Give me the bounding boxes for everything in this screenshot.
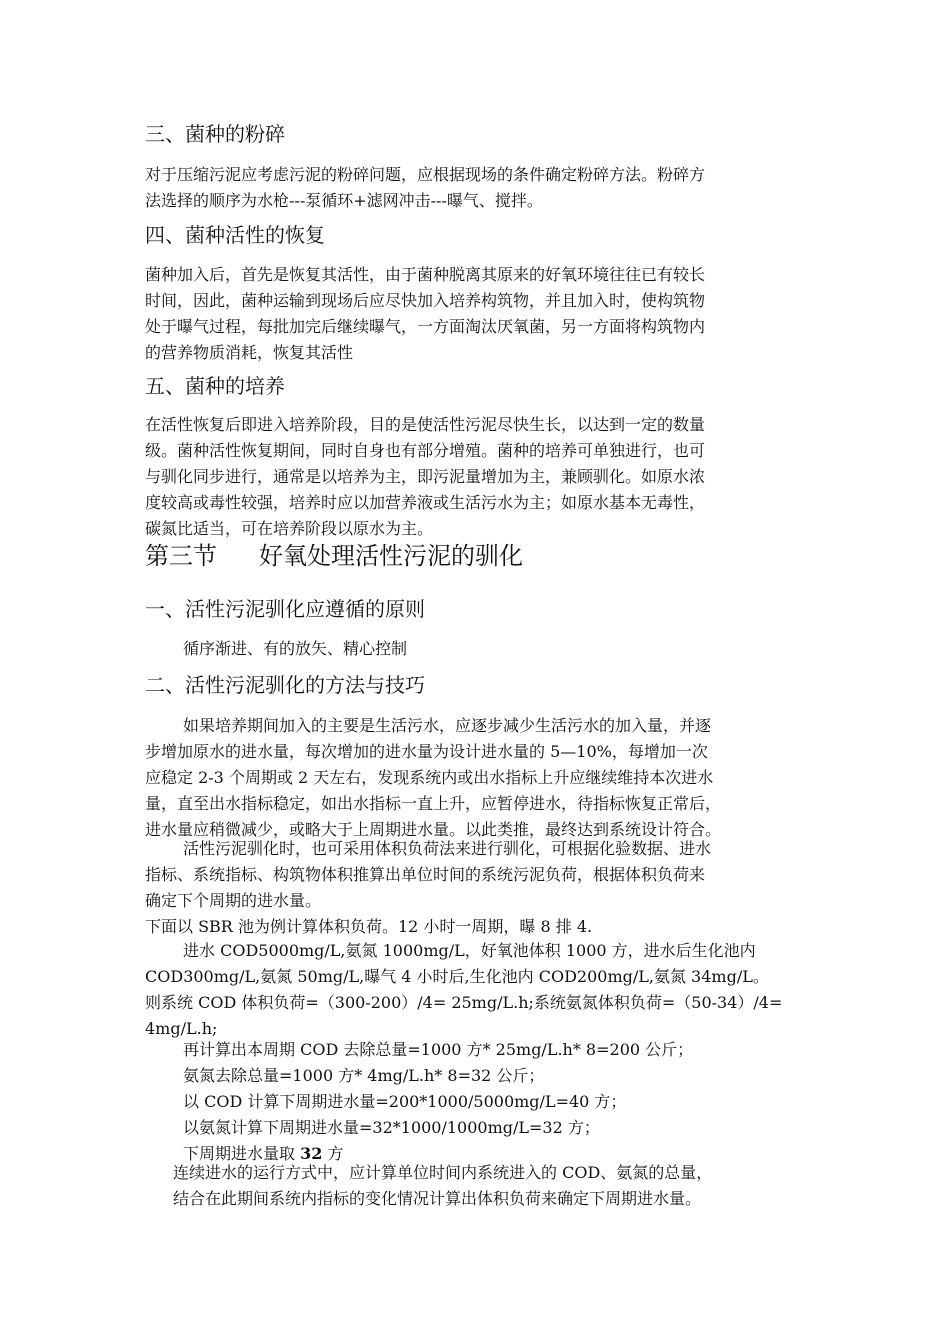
text-line: 时间，因此，菌种运输到现场后应尽快加入培养构筑物，并且加入时，使构筑物 bbox=[145, 291, 706, 310]
chapter-heading bbox=[145, 541, 810, 571]
paragraph-culture bbox=[145, 412, 810, 542]
text-line: 下面以 SBR 池为例计算体积负荷。12 小时一周期，曝 8 排 4. bbox=[145, 917, 593, 936]
principles-text bbox=[145, 636, 848, 662]
part-heading-methods: 二、活性污泥驯化的方法与技巧 bbox=[145, 673, 425, 697]
text-line: 对于压缩污泥应考虑污泥的粉碎问题，应根据现场的条件确定粉碎方法。粉碎方 bbox=[145, 165, 706, 184]
text-line: 在活性恢复后即进入培养阶段，目的是使活性污泥尽快生长，以达到一定的数量 bbox=[145, 415, 706, 434]
text-line: 4mg/L.h; bbox=[145, 1019, 218, 1038]
text-line: 指标、系统指标、构筑物体积推算出单位时间的系统污泥负荷，根据体积负荷来 bbox=[145, 865, 706, 884]
part-heading-principles: 一、活性污泥驯化应遵循的原则 bbox=[145, 597, 425, 621]
paragraph-recovery bbox=[145, 262, 810, 366]
text-line: 处于曝气过程，每批加完后继续曝气，一方面淘汰厌氧菌，另一方面将构筑物内 bbox=[145, 317, 706, 336]
calculation-steps bbox=[145, 1037, 810, 1167]
section-heading-culture: 五、菌种的培养 bbox=[145, 374, 285, 398]
text-line: 量，直至出水指标稳定，如出水指标一直上升，应暂停进水，待指标恢复正常后， bbox=[145, 794, 722, 813]
text-line: 如果培养期间加入的主要是生活污水，应逐步减少生活污水的加入量，并逐 bbox=[183, 716, 712, 735]
paragraph-methods-1 bbox=[145, 713, 810, 843]
section-heading-crush: 三、菌种的粉碎 bbox=[145, 122, 285, 146]
chapter-label: 第三节 bbox=[145, 542, 217, 570]
paragraph-crush bbox=[145, 162, 810, 214]
paragraph-example bbox=[145, 938, 810, 1042]
text-line: 菌种加入后，首先是恢复其活性，由于菌种脱离其原来的好氧环境往往已有较长 bbox=[145, 265, 706, 284]
text-line: 再计算出本周期 COD 去除总量=1000 方* 25mg/L.h* 8=200 公斤； bbox=[183, 1040, 694, 1059]
text-line: 度较高或毒性较强，培养时应以加营养液或生活污水为主；如原水基本无毒性， bbox=[145, 493, 706, 512]
text-line: 与驯化同步进行，通常是以培养为主，即污泥量增加为主，兼顾驯化。如原水浓 bbox=[145, 467, 706, 486]
text-line: 的营养物质消耗，恢复其活性 bbox=[145, 343, 354, 362]
text-line: 以氨氮计算下周期进水量=32*1000/1000mg/L=32 方； bbox=[183, 1118, 600, 1137]
text-line: 则系统 COD 体积负荷=（300-200）/4= 25mg/L.h;系统氨氮体积负荷=（50-34）/4= bbox=[145, 993, 783, 1012]
text-line: 循序渐进、有的放矢、精心控制 bbox=[183, 639, 408, 658]
text-line: 进水量应稍微减少，或略大于上周期进水量。以此类推，最终达到系统设计符合。 bbox=[145, 820, 722, 839]
text-line: 碳氮比适当，可在培养阶段以原水为主。 bbox=[145, 519, 434, 538]
text-line: 连续进水的运行方式中，应计算单位时间内系统进入的 COD、氨氮的总量， bbox=[173, 1163, 713, 1182]
text-line: 进水 COD5000mg/L,氨氮 1000mg/L，好氧池体积 1000 方，进水后生化池内 bbox=[183, 941, 756, 960]
next-cycle-label: 下周期进水量取 bbox=[183, 1144, 296, 1163]
text-line: COD300mg/L,氨氮 50mg/L,曝气 4 小时后,生化池内 COD200mg/L,氨氮 34mg/L。 bbox=[145, 967, 769, 986]
text-line: 应稳定 2-3 个周期或 2 天左右，发现系统内或出水指标上升应继续维持本次进水 bbox=[145, 768, 714, 787]
paragraph-continuous bbox=[145, 1160, 810, 1212]
text-line: 结合在此期间系统内指标的变化情况计算出体积负荷来确定下周期进水量。 bbox=[173, 1189, 702, 1208]
text-line: 步增加原水的进水量，每次增加的进水量为设计进水量的 5—10%，每增加一次 bbox=[145, 742, 708, 761]
section-heading-recovery: 四、菌种活性的恢复 bbox=[145, 223, 325, 247]
text-line: 确定下个周期的进水量。 bbox=[145, 891, 322, 910]
chapter-title: 好氧处理活性污泥的驯化 bbox=[259, 542, 523, 570]
text-line: 法选择的顺序为水枪---泵循环+滤网冲击---曝气、搅拌。 bbox=[145, 191, 543, 210]
paragraph-methods-2 bbox=[145, 836, 810, 940]
next-cycle-value: 32 bbox=[300, 1144, 323, 1163]
text-line: 以 COD 计算下周期进水量=200*1000/5000mg/L=40 方； bbox=[183, 1092, 627, 1111]
text-line: 氨氮去除总量=1000 方* 4mg/L.h* 8=32 公斤； bbox=[183, 1066, 545, 1085]
text-line: 活性污泥驯化时，也可采用体积负荷法来进行驯化，可根据化验数据、进水 bbox=[183, 839, 712, 858]
text-line: 级。菌种活性恢复期间，同时自身也有部分增殖。菌种的培养可单独进行，也可 bbox=[145, 441, 706, 460]
next-cycle-unit: 方 bbox=[322, 1144, 344, 1163]
